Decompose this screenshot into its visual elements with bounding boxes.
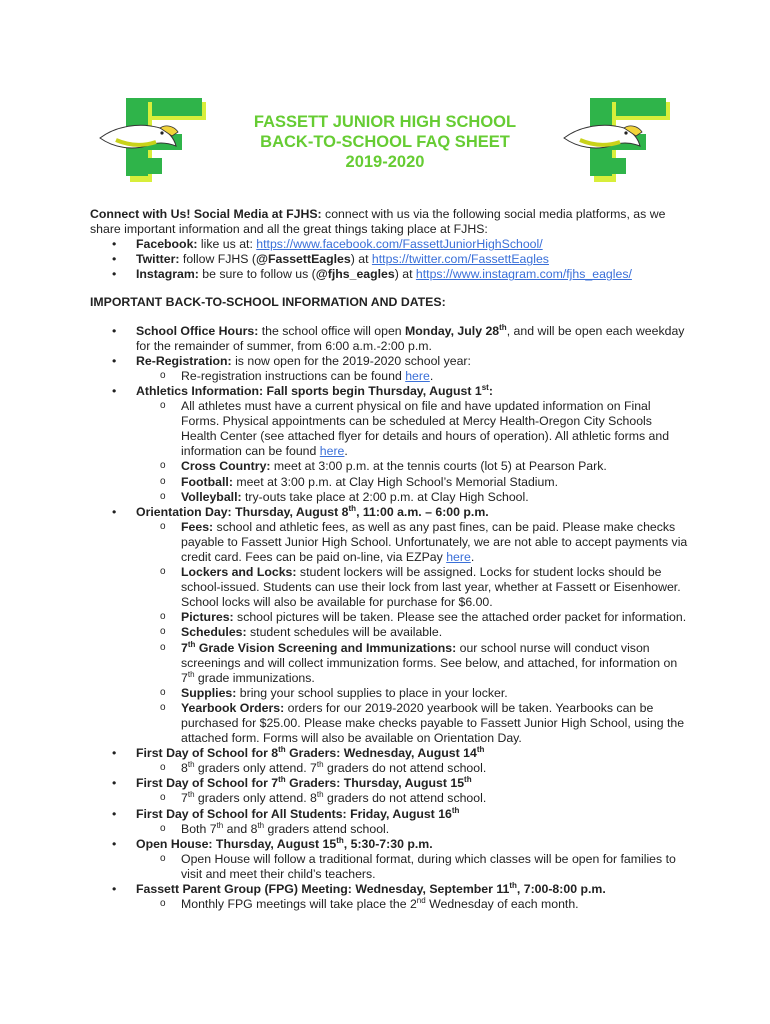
list-item-rereg-instructions: o Re-registration instructions can be found here. bbox=[136, 369, 690, 384]
list-item-first-day-7th: • First Day of School for 7th Graders: Thursday, August 15th o 7th graders only attend. 8th graders do not attend school. bbox=[90, 776, 690, 806]
list-item-instagram: • Instagram: be sure to follow us (@fjhs_eagles) at https://www.instagram.com/fjhs_eagles/ bbox=[90, 267, 690, 282]
list-item-cross-country: o Cross Country: meet at 3:00 p.m. at the tennis courts (lot 5) at Pearson Park. bbox=[136, 459, 690, 474]
list-item-orientation: • Orientation Day: Thursday, August 8th, 11:00 a.m. – 6:00 p.m. o Fees: school and athletic fees, as well as any past fines, can be paid. Please make checks payable to Fassett Junior High School. Unfortunately, we are not able to accept payments via credit card. Fees can be paid on-line, via EZPay here. o Lockers and Locks: student lockers will be assigned. Locks for student locks should be school-issued. Students can use their lock from last year, whether at Fassett or Eisenhower. School locks will also be available for purchase for $6.00. o Pictures: school pictures will be taken. Please see the attached order packet for information. o Schedules: student schedules will be available. o 7th Grade Vision Screening and Immunizations: our school nurse will conduct vison screenings and will collect immunization forms. See below, and attached, for information on 7th grade immunizations. o Supplies: bring your school supplies to place in your locker. o Yearbook Orders: orders for our 2019-2020 yearbook will be taken. Yearbooks can be purchased for $25.00. Please make checks payable to Fassett Junior High School, using the attached form. Forms will also be available on Orientation Day. bbox=[90, 505, 690, 747]
athletics-here-link[interactable]: here bbox=[319, 444, 345, 459]
important-heading: IMPORTANT BACK-TO-SCHOOL INFORMATION AND DATES: bbox=[90, 295, 446, 310]
rereg-here-link[interactable]: here bbox=[405, 368, 430, 383]
document-body bbox=[90, 207, 690, 912]
list-item-athletics: • Athletics Information: Fall sports begin Thursday, August 1st: o All athletes must have a current physical on file and have updated information on Final Forms. Physical appointments can be scheduled at Mercy Health-Oregon City Schools Health Center (see attached flyer for details and hours of operation). All athletic forms and information can be found here. o Cross Country: meet at 3:00 p.m. at the tennis courts (lot 5) at Pearson Park. o Football: meet at 3:00 p.m. at Clay High School’s Memorial Stadium. o Volleyball: try-outs take place at 2:00 p.m. at Clay High School. bbox=[90, 384, 690, 505]
list-item-schedules: o Schedules: student schedules will be available. bbox=[136, 625, 690, 640]
list-item-first-day-all: • First Day of School for All Students: Friday, August 16th o Both 7th and 8th graders attend school. bbox=[90, 807, 690, 837]
list-item-pictures: o Pictures: school pictures will be taken. Please see the attached order packet for information. bbox=[136, 610, 690, 625]
list-item-supplies: o Supplies: bring your school supplies to place in your locker. bbox=[136, 686, 690, 701]
list-item-fpg-monthly: o Monthly FPG meetings will take place the 2nd Wednesday of each month. bbox=[136, 897, 690, 912]
list-item-fees: o Fees: school and athletic fees, as well as any past fines, can be paid. Please make checks payable to Fassett Junior High School. Unfortunately, we are not able to accept payments via credit card. Fees can be paid on-line, via EZPay here. bbox=[136, 520, 690, 565]
list-item-athletes-physical: o All athletes must have a current physical on file and have updated information on Final Forms. Physical appointments can be scheduled at Mercy Health-Oregon City Schools Health Center (see attached flyer for details and hours of operation). All athletic forms and information can be found here. bbox=[136, 399, 690, 459]
instagram-link[interactable]: https://www.instagram.com/fjhs_eagles/ bbox=[415, 267, 632, 282]
list-item-yearbook: o Yearbook Orders: orders for our 2019-2020 yearbook will be taken. Yearbooks can be purchased for $25.00. Please make checks payable to Fassett Junior High School, using the attached form. Forms will also be available on Orientation Day. bbox=[136, 701, 690, 746]
list-item-twitter: • Twitter: follow FJHS (@FassettEagles) at https://twitter.com/FassettEagles bbox=[90, 252, 690, 267]
list-item-volleyball: o Volleyball: try-outs take place at 2:00 p.m. at Clay High School. bbox=[136, 490, 690, 505]
list-item-facebook: • Facebook: like us at: https://www.facebook.com/FassettJuniorHighSchool/ bbox=[90, 237, 690, 252]
list-item-7th-attend: o 7th graders only attend. 8th graders do not attend school. bbox=[136, 791, 690, 806]
title-school: FASSETT JUNIOR HIGH SCHOOL bbox=[253, 113, 517, 131]
list-item-office-hours: • School Office Hours: the school office will open Monday, July 28th, and will be open each weekday for the remainder of summer, from 6:00 a.m.-2:00 p.m. bbox=[90, 324, 690, 354]
list-item-reregistration: • Re-Registration: is now open for the 2019-2020 school year: o Re-registration instructions can be found here. bbox=[90, 354, 690, 384]
title-sheet: BACK-TO-SCHOOL FAQ SHEET bbox=[260, 133, 510, 151]
list-item-football: o Football: meet at 3:00 p.m. at Clay High School’s Memorial Stadium. bbox=[136, 475, 690, 490]
ezpay-here-link[interactable]: here bbox=[446, 549, 471, 564]
twitter-link[interactable]: https://twitter.com/FassettEagles bbox=[371, 252, 549, 267]
social-heading: Connect with Us! Social Media at FJHS: bbox=[90, 207, 322, 221]
list-item-open-house-format: o Open House will follow a traditional format, during which classes will be open for families to visit and meet their child’s teachers. bbox=[136, 852, 690, 882]
social-list bbox=[90, 237, 690, 282]
facebook-link[interactable]: https://www.facebook.com/FassettJuniorHighSchool/ bbox=[256, 237, 543, 252]
document-title bbox=[0, 112, 770, 172]
list-item-first-day-8th: • First Day of School for 8th Graders: Wednesday, August 14th o 8th graders only attend. 7th graders do not attend school. bbox=[90, 746, 690, 776]
list-item-vision-screening: o 7th Grade Vision Screening and Immunizations: our school nurse will conduct vison screenings and will collect immunization forms. See below, and attached, for information on 7th grade immunizations. bbox=[136, 641, 690, 686]
list-item-lockers: o Lockers and Locks: student lockers will be assigned. Locks for student locks should be school-issued. Students can use their lock from last year, whether at Fassett or Eisenhower. School locks will also be available for purchase for $6.00. bbox=[136, 565, 690, 610]
list-item-open-house: • Open House: Thursday, August 15th, 5:30-7:30 p.m. o Open House will follow a traditional format, during which classes will be open for families to visit and meet their child’s teachers. bbox=[90, 837, 690, 882]
important-list bbox=[90, 324, 690, 913]
list-item-fpg-meeting: • Fassett Parent Group (FPG) Meeting: Wednesday, September 11th, 7:00-8:00 p.m. o Monthly FPG meetings will take place the 2nd Wednesday of each month. bbox=[90, 882, 690, 912]
social-intro: Connect with Us! Social Media at FJHS: connect with us via the following social media platforms, as we share important information and all the great things taking place at FJHS: bbox=[90, 207, 666, 237]
title-year: 2019-2020 bbox=[345, 153, 425, 171]
list-item-8th-attend: o 8th graders only attend. 7th graders do not attend school. bbox=[136, 761, 690, 776]
list-item-both-attend: o Both 7th and 8th graders attend school. bbox=[136, 822, 690, 837]
